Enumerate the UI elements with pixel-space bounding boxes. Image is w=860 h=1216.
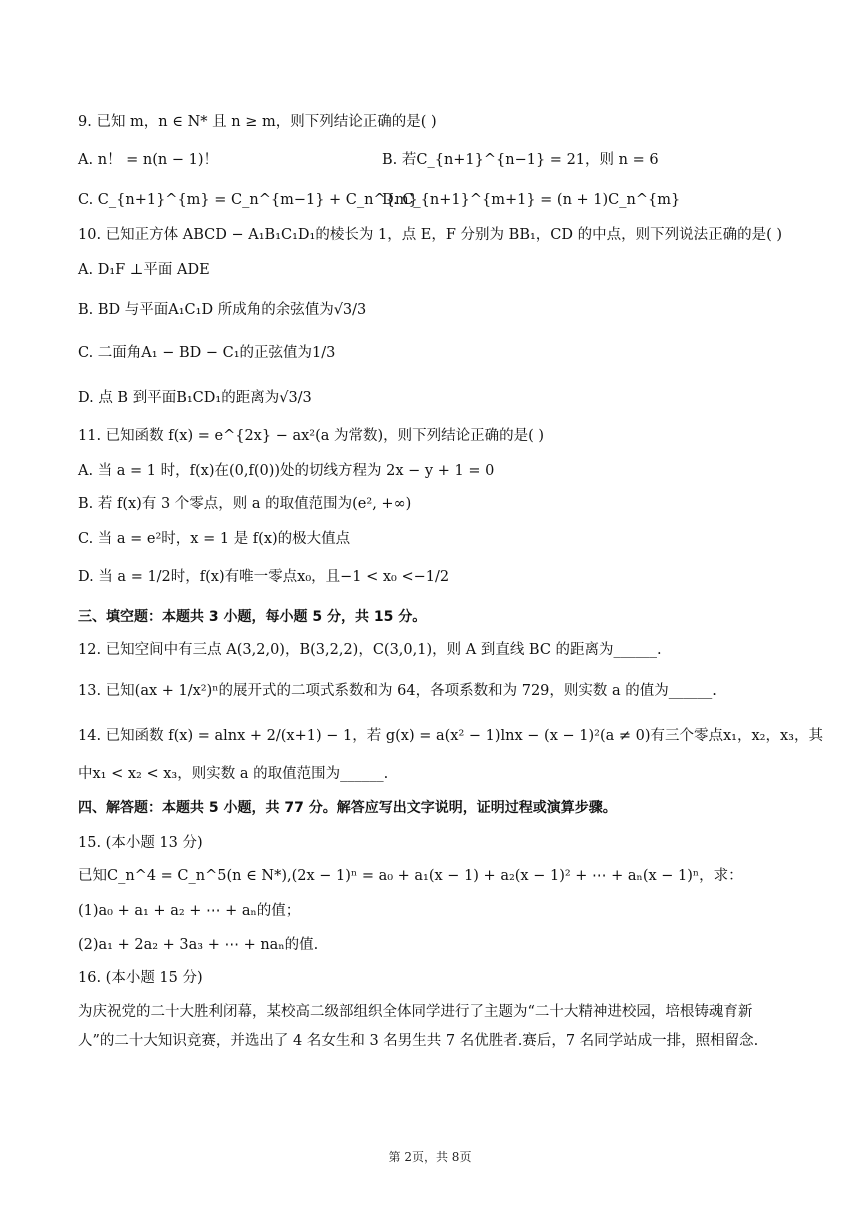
section-4-heading: 四、解答题：本题共 5 小题，共 77 分。解答应写出文字说明，证明过程或演算步骤。 bbox=[78, 800, 617, 816]
q13: 13. 已知(ax + 1/x²)ⁿ的展开式的二项式系数和为 64，各项系数和为 729，则实数 a 的值为______. bbox=[78, 683, 717, 699]
q14-line2: 中x₁ < x₂ < x₃，则实数 a 的取值范围为______. bbox=[78, 766, 389, 782]
q15-part1: (1)a₀ + a₁ + a₂ + ⋯ + aₙ的值； bbox=[78, 903, 301, 919]
q11-stem: 11. 已知函数 f(x) = e^{2x} − ax²(a 为常数)，则下列结论正确的是( ) bbox=[78, 428, 545, 444]
q12: 12. 已知空间中有三点 A(3,2,0)，B(3,2,2)，C(3,0,1)，则 A 到直线 BC 的距离为______. bbox=[78, 642, 662, 658]
q16-stem: 为庆祝党的二十大胜利闭幕，某校高二级部组织全体同学进行了主题为“二十大精神进校园，培根铸魂育新人”的二十大知识竞赛，并选出了 4 名女生和 3 名男生共 7 名优胜者.赛后，7 名同学站成一排，照相留念. bbox=[78, 1004, 759, 1049]
q16-header: 16. (本小题 15 分) bbox=[78, 970, 203, 986]
q14-line1: 14. 已知函数 f(x) = alnx + 2/(x+1) − 1，若 g(x) = a(x² − 1)lnx − (x − 1)²(a ≠ 0)有三个零点x₁，x₂，x₃，其 bbox=[78, 728, 823, 744]
q9-stem: 9. 已知 m，n ∈ N* 且 n ≥ m，则下列结论正确的是( ) bbox=[78, 114, 437, 130]
page-footer: 第 2页，共 8页 bbox=[388, 1150, 472, 1164]
q11-option-b: B. 若 f(x)有 3 个零点，则 a 的取值范围为(e², +∞) bbox=[78, 496, 412, 512]
q11-option-d: D. 当 a = 1/2时，f(x)有唯一零点x₀，且−1 < x₀ <−1/2 bbox=[78, 569, 450, 585]
q9-option-d: D. C_{n+1}^{m+1} = (n + 1)C_n^{m} bbox=[382, 192, 681, 208]
q10-option-c: C. 二面角A₁ − BD − C₁的正弦值为1/3 bbox=[78, 345, 336, 361]
q11-option-c: C. 当 a = e²时，x = 1 是 f(x)的极大值点 bbox=[78, 531, 351, 547]
q10-option-b: B. BD 与平面A₁C₁D 所成角的余弦值为√3/3 bbox=[78, 302, 367, 318]
q10-option-d: D. 点 B 到平面B₁CD₁的距离为√3/3 bbox=[78, 390, 312, 406]
q9-option-b: B. 若C_{n+1}^{n−1} = 21，则 n = 6 bbox=[382, 152, 659, 168]
q15-part2: (2)a₁ + 2a₂ + 3a₃ + ⋯ + naₙ的值. bbox=[78, 937, 319, 953]
section-3-heading: 三、填空题：本题共 3 小题，每小题 5 分，共 15 分。 bbox=[78, 609, 427, 625]
q9-option-c: C. C_{n+1}^{m} = C_n^{m−1} + C_n^{m} bbox=[78, 192, 418, 208]
q15-header: 15. (本小题 13 分) bbox=[78, 835, 203, 851]
q9-option-a: A. n！ = n(n − 1)！ bbox=[78, 152, 218, 168]
q11-option-a: A. 当 a = 1 时，f(x)在(0,f(0))处的切线方程为 2x − y + 1 = 0 bbox=[78, 463, 495, 479]
q10-stem: 10. 已知正方体 ABCD − A₁B₁C₁D₁的棱长为 1，点 E，F 分别为 BB₁，CD 的中点，则下列说法正确的是( ) bbox=[78, 227, 783, 243]
q15-stem: 已知C_n^4 = C_n^5(n ∈ N*),(2x − 1)ⁿ = a₀ + a₁(x − 1) + a₂(x − 1)² + ⋯ + aₙ(x − 1)ⁿ，求： bbox=[78, 868, 743, 884]
q10-option-a: A. D₁F ⊥平面 ADE bbox=[78, 262, 210, 278]
